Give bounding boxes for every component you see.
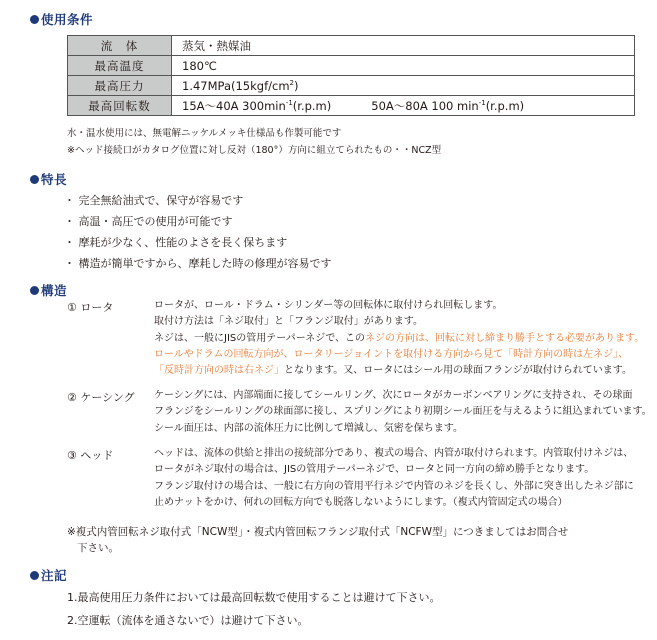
table-row [68, 36, 635, 56]
note-item: 1.最高使用圧力条件においては最高回転数で使用することは避けて下さい。 [67, 591, 441, 604]
spec-value: $1.47MPa(15kgf/cm^2)$ [172, 76, 635, 96]
list-item: ・ 完全無給油式で、保守が容易です [64, 194, 244, 207]
spec-table [67, 35, 635, 116]
condition-note: ※ヘッド接続口がカタログ位置に対し反対（180°）方向に組立てられたもの・・NCZ型 [67, 145, 442, 156]
list-item: ・ 構造が簡単ですから、摩耗した時の修理が容易です [64, 257, 332, 270]
condition-note: 水・温水使用には、無電解ニッケルメッキ仕様品も作製可能です [67, 128, 342, 139]
table-row [68, 56, 635, 76]
spec-value: 蒸気・熱媒油 [172, 36, 635, 56]
inquiry-note: ※複式内管回転ネジ取付式「NCW型」・複式内管回転フランジ取付式「NCFW型」につきましてはお問合せ [67, 526, 569, 538]
section-heading-notes: 注記 [30, 566, 67, 584]
bullet-dot-icon [30, 175, 39, 184]
casing-description: ケーシングには、内部端面に接してシールリング、次にロータがカーボンベアリングに支持され、その球面 フランジをシールリングの球面部に接し、スプリングにより初期シール面圧を与えるように組込まれています。 シール面圧は、内部の流体圧力に比例して増減し、気密を保ちます。 [154, 390, 652, 434]
rotor-label: ① ロータ [67, 301, 114, 314]
section-heading-conditions: 使用条件 [30, 10, 93, 28]
rotor-description: ロータが、ロール・ドラム・シリンダー等の回転体に取付けられ回転します。 取付け方法は「ネジ取付」と「フランジ取付」があります。 ネジは、一般にJISの管用テーパーネジで、このネジの方向は、回転に対し締まり勝手とする必要があります。 ロールやドラムの回転方向が、ロータリージョイントを取付ける方向から見て「時計方向の時は左ネジ」、 「反時計方向の時は右ネジ」となります。又、ロータにはシール用の球面フランジが取付けられています。 [154, 300, 645, 377]
head-description: ヘッドは、流体の供給と排出の接続部分であり、複式の場合、内管が取付けられます。内管取付けネジは、 ロータがネジ取付の場合は、JISの管用テーパーネジで、ロータと同一方向の締め勝手となります。 フランジ取付けの場合は、一般に右方向の管用平行ネジで内管のネジを長くし、外部に突き出したネジ部に 止めナットをかけ、何れの回転方向でも脱落しないようにします。（複式内管固定式の場合） [154, 448, 634, 508]
section-heading-structure: 構造 [30, 281, 67, 299]
bullet-dot-icon [30, 571, 39, 580]
table-row [68, 96, 635, 116]
spec-label: 最高温度 [68, 56, 172, 76]
spec-label: 最高回転数 [68, 96, 172, 116]
spec-value: 180℃ [172, 56, 635, 76]
head-label: ③ ヘッド [67, 449, 114, 462]
bullet-dot-icon [30, 286, 39, 295]
list-item: ・ 摩耗が少なく、性能のよさを長く保ちます [64, 236, 288, 249]
list-item: ・ 高温・高圧での使用が可能です [64, 215, 233, 228]
spec-value: 15A～40A $300\min^{-1}(r.p.m)$ 50A～80A 100 $\min^{-1}(r.p.m)$ [172, 96, 635, 116]
note-item: 2.空運転（流体を通さないで）は避けて下さい。 [67, 614, 309, 627]
bullet-dot-icon [30, 15, 39, 24]
spec-label: 最高圧力 [68, 76, 172, 96]
section-heading-features: 特長 [30, 170, 67, 188]
inquiry-note: 下さい。 [77, 542, 119, 554]
casing-label: ② ケーシング [67, 391, 135, 404]
spec-label: 流 体 [68, 36, 172, 56]
table-row [68, 76, 635, 96]
